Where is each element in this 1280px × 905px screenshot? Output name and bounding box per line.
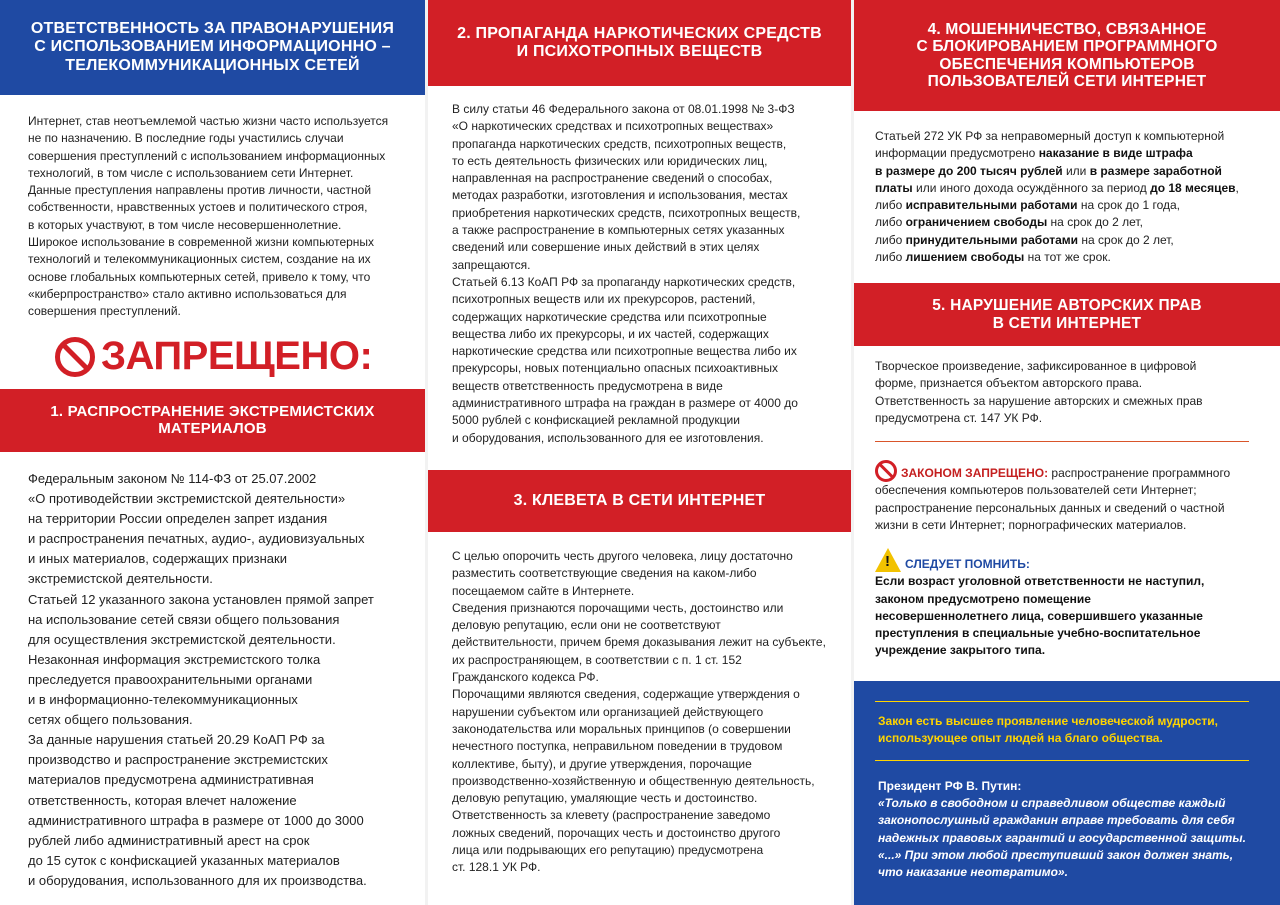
text-line: «О противодействии экстремистской деятельности» (28, 491, 346, 507)
text-line: ложных сведений, порочащих честь и достоинство другого (452, 825, 781, 840)
text-line: действительности, причем бремя доказывания лежит на субъекте, (452, 635, 826, 650)
divider-line (875, 701, 1249, 702)
text-line: форме, признается объектом авторского права. (875, 376, 1143, 391)
sec3-header-line: 3. КЛЕВЕТА В СЕТИ ИНТЕРНЕТ (513, 491, 766, 509)
text-line: «Только в свободном и справедливом обществе каждый (878, 796, 1226, 810)
text-line: надежных правовых гарантий и государственной защиты. (878, 830, 1246, 845)
law-forbidden-block (875, 460, 1230, 534)
forbidden-word: ЗАПРЕЩЕНО: (101, 334, 373, 378)
sec2-header-banner (428, 0, 851, 86)
text-line: Статьей 272 УК РФ за неправомерный доступ к компьютерной (875, 129, 1225, 143)
sec5-header-line: 5. НАРУШЕНИЕ АВТОРСКИХ ПРАВ (932, 297, 1202, 314)
text-line: пропаганда наркотических средств, психотропных веществ, (452, 136, 787, 151)
text-line: учреждение закрытого типа. (875, 643, 1046, 658)
sec1-text (28, 469, 374, 891)
sec4-header-line: С БЛОКИРОВАНИЕМ ПРОГРАММНОГО (916, 38, 1218, 55)
divider-line (875, 760, 1249, 761)
col1-header-line: ТЕЛЕКОММУНИКАЦИОННЫХ СЕТЕЙ (65, 56, 360, 74)
sec4-text (875, 128, 1239, 266)
text-line: не по назначению. В последние годы участились случаи (28, 131, 344, 146)
sec1-header-line: МАТЕРИАЛОВ (158, 419, 267, 437)
sec2-header-line: И ПСИХОТРОПНЫХ ВЕЩЕСТВ (516, 43, 763, 60)
text-line: Ответственность за клевету (распространение заведомо (452, 808, 771, 823)
text-line: коллективе, быту), и другие утверждения, порочащие (452, 756, 752, 771)
text-line: и оборудования, использованного для ее изготовления. (452, 430, 764, 445)
sec4-header-line: ОБЕСПЕЧЕНИЯ КОМПЬЮТЕРОВ (939, 55, 1195, 73)
text-line: платы или иного дохода осуждённого за период до 18 месяцев, (875, 180, 1239, 195)
text-line: нечестного поступка, неправильном поведении в трудовом (452, 739, 783, 754)
text-line: Статьей 12 указанного закона установлен прямой запрет (28, 591, 374, 607)
text-line: на территории России определен запрет издания (28, 511, 328, 527)
text-line: в которых участвуют, в том числе несовершеннолетние. (28, 217, 342, 232)
text-line: преследуется правоохранительными органами (28, 671, 313, 687)
sec4-header-line: ПОЛЬЗОВАТЕЛЕЙ СЕТИ ИНТЕРНЕТ (927, 73, 1207, 90)
text-line: предусмотрена ст. 147 УК РФ. (875, 410, 1043, 425)
text-line: Незаконная информация экстремистского толка (28, 651, 321, 667)
text-line: законопослушный гражданин вправе требовать для себя (878, 813, 1235, 828)
text-line: деловую репутацию, умаляющие честь и достоинство. (452, 791, 758, 806)
text-line: сетях общего пользования. (28, 712, 193, 728)
text-line: деловую репутацию, если они не соответствуют (452, 618, 721, 633)
text-line: распространение персональных данных и сведений о частной (875, 500, 1225, 515)
text-line: обеспечения компьютеров пользователей сети Интернет; (875, 483, 1197, 498)
col1-header-banner (0, 0, 425, 95)
text-line: административного штрафа в размере от 1000 до 3000 (28, 812, 364, 828)
text-line: либо ограничением свободы на срок до 2 лет, (875, 215, 1143, 230)
text-line: законодательства или моральных принципов (о совершении (452, 721, 791, 736)
sec5-text (875, 358, 1203, 427)
text-line: направленная на распространение сведений о способах, (452, 171, 773, 186)
text-line: посещаемом сайте в Интернете. (452, 583, 635, 598)
motto-text (878, 713, 1218, 748)
text-line: их распространяющем, в соответствии с п. 1 ст. 152 (452, 652, 742, 667)
president-label: Президент РФ В. Путин: (878, 779, 1022, 793)
text-line: ответственность, которая влечет наложение (28, 792, 297, 808)
text-line: жизни в сети Интернет; порнографических материалов. (875, 517, 1187, 532)
sec5-header-banner (854, 283, 1280, 346)
text-line: «О наркотических средствах и психотропных веществах» (452, 119, 774, 134)
col1-header-line: С ИСПОЛЬЗОВАНИЕМ ИНФОРМАЦИОННО – (34, 38, 391, 56)
text-line: либо принудительными работами на срок до 2 лет, (875, 232, 1174, 247)
text-line: производство и распространение экстремистских (28, 752, 328, 768)
text-line: технологий и телекоммуникационных систем, создание на их (28, 252, 371, 267)
text-line: психотропных веществ или их прекурсоров, растений, (452, 292, 756, 307)
text-line: то есть деятельность физических или юридических лиц, (452, 153, 768, 168)
forbidden-heading (55, 334, 372, 379)
divider-line (875, 441, 1249, 442)
text-line: сведений или совершение иных действий в этих целях (452, 240, 760, 255)
sec1-header-banner (0, 389, 425, 452)
col1-intro-text (28, 113, 388, 321)
text-line: лица или подрывающих его репутацию) предусмотрена (452, 843, 764, 858)
sec2-text (452, 101, 800, 447)
sec4-header-banner (854, 0, 1280, 111)
text-line: «...» При этом любой преступивший закон должен знать, (878, 847, 1234, 862)
text-line: содержащих наркотические средства или психотропные (452, 309, 767, 324)
text-line: Интернет, став неотъемлемой частью жизни часто используется (28, 114, 389, 128)
text-line: основе глобальных компьютерных сетей, привело к тому, что (28, 269, 371, 284)
text-line: Федеральным законом № 114-ФЗ от 25.07.2002 (28, 471, 317, 486)
text-line: прекурсоры, новых потенциально опасных психоактивных (452, 361, 778, 376)
text-line: использующее опыт людей на благо общества. (878, 731, 1163, 746)
text-line: рублей либо административный арест на срок (28, 832, 310, 848)
text-line: методах разработки, изготовления и использования, местах (452, 188, 788, 203)
text-line: в размере до 200 тысяч рублей или в размере заработной (875, 163, 1222, 178)
text-line: и иных материалов, содержащих признаки (28, 551, 287, 567)
text-line: Сведения признаются порочащими честь, достоинство или (452, 600, 784, 615)
column-divider (425, 0, 428, 905)
prohibition-icon (875, 460, 897, 482)
text-line: Широкое использование в современной жизни компьютерных (28, 235, 375, 250)
text-line: Статьей 6.13 КоАП РФ за пропаганду наркотических средств, (452, 274, 796, 289)
text-line: Закон есть высшее проявление человеческой мудрости, (878, 714, 1219, 728)
text-line: либо исправительными работами на срок до 1 года, (875, 198, 1180, 213)
text-line: вещества либо их прекурсоры, и их частей, содержащих (452, 326, 769, 341)
text-line: Порочащими являются сведения, содержащие утверждения о (452, 687, 800, 702)
warning-icon (875, 548, 901, 572)
sec3-text (452, 548, 826, 877)
text-line: несовершеннолетнего лица, совершившего указанные (875, 608, 1203, 623)
text-line: приобретения наркотических средств, психотропных веществ, (452, 205, 801, 220)
text-line: совершения преступлений. (28, 304, 181, 319)
text-line: и распространения печатных, аудио-, аудиовизуальных (28, 531, 365, 547)
sec1-header-line: 1. РАСПРОСТРАНЕНИЕ ЭКСТРЕМИСТСКИХ (50, 402, 375, 420)
text-line: административного штрафа на граждан в размере от 4000 до (452, 396, 798, 411)
text-line: ЗАКОНОМ ЗАПРЕЩЕНО: распространение программного (875, 460, 1230, 482)
remember-block (875, 548, 1204, 660)
text-line: «киберпространство» стало активно использоваться для (28, 286, 347, 301)
text-line: В силу статьи 46 Федерального закона от 08.01.1998 № 3-ФЗ (452, 102, 795, 116)
text-line: разместить соответствующие сведения на каком-либо (452, 566, 757, 581)
law-forbidden-label: ЗАКОНОМ ЗАПРЕЩЕНО: (901, 466, 1049, 480)
text-line: С целью опорочить честь другого человека, лицу достаточно (452, 549, 793, 563)
president-quote (878, 795, 1246, 881)
sec2-header-line: 2. ПРОПАГАНДА НАРКОТИЧЕСКИХ СРЕДСТВ (457, 24, 822, 42)
text-line: Гражданского кодекса РФ. (452, 670, 599, 685)
text-line: либо лишением свободы на тот же срок. (875, 250, 1111, 265)
text-line: Творческое произведение, зафиксированное в цифровой (875, 359, 1197, 373)
sec5-header-line: В СЕТИ ИНТЕРНЕТ (992, 314, 1142, 332)
text-line: преступления в специальные учебно-воспитательное (875, 626, 1201, 641)
text-line: что наказание неотвратимо». (878, 865, 1068, 880)
text-line: совершения преступлений с использованием информационных (28, 148, 386, 163)
col1-header-line: ОТВЕТСТВЕННОСТЬ ЗА ПРАВОНАРУШЕНИЯ (30, 20, 395, 38)
text-line: За данные нарушения статьей 20.29 КоАП РФ за (28, 732, 325, 748)
text-line: технологий, в том числе с использованием сети Интернет. (28, 165, 354, 180)
text-line: на использование сетей связи общего пользования (28, 611, 340, 627)
text-line: веществ ответственность предусмотрена в виде (452, 378, 723, 393)
text-line: запрещаются. (452, 257, 531, 272)
text-line (875, 548, 1204, 573)
text-line: экстремистской деятельности. (28, 571, 213, 587)
text-line: и в информационно-телекоммуникационных (28, 692, 298, 708)
text-line: материалов предусмотрена административная (28, 772, 314, 788)
text-line: Ответственность за нарушение авторских и смежных прав (875, 393, 1203, 408)
text-line: законом предусмотрено помещение (875, 591, 1091, 606)
text-line: производственно-хозяйственную и общественную деятельность, (452, 773, 815, 788)
text-line: и оборудования, использованного для их производства. (28, 872, 367, 888)
text-line: информации предусмотрено наказание в виде штрафа (875, 146, 1193, 161)
sec3-header-banner (428, 470, 851, 532)
text-line: Если возраст уголовной ответственности не наступил, (875, 574, 1205, 589)
text-line: наркотические средства или психотропные вещества либо их (452, 344, 797, 359)
text-line: Данные преступления направлены против личности, частной (28, 183, 372, 198)
text-line: а также распространение в компьютерных сетях указанных (452, 223, 785, 238)
text-line: для осуществления экстремистской деятельности. (28, 631, 336, 647)
text-line: ст. 128.1 УК РФ. (452, 860, 541, 875)
sec4-header-line: 4. МОШЕННИЧЕСТВО, СВЯЗАННОЕ (927, 20, 1207, 38)
remember-label: СЛЕДУЕТ ПОМНИТЬ: (905, 557, 1030, 571)
text-line: до 15 суток с конфискацией указанных материалов (28, 852, 340, 868)
text-line: 5000 рублей с конфискацией рекламной продукции (452, 413, 740, 428)
text-line: собственности, нравственных устоев и политического строя, (28, 200, 368, 215)
text-line: нарушении субъектом или организацией действующего (452, 704, 764, 719)
prohibition-icon (55, 337, 95, 377)
